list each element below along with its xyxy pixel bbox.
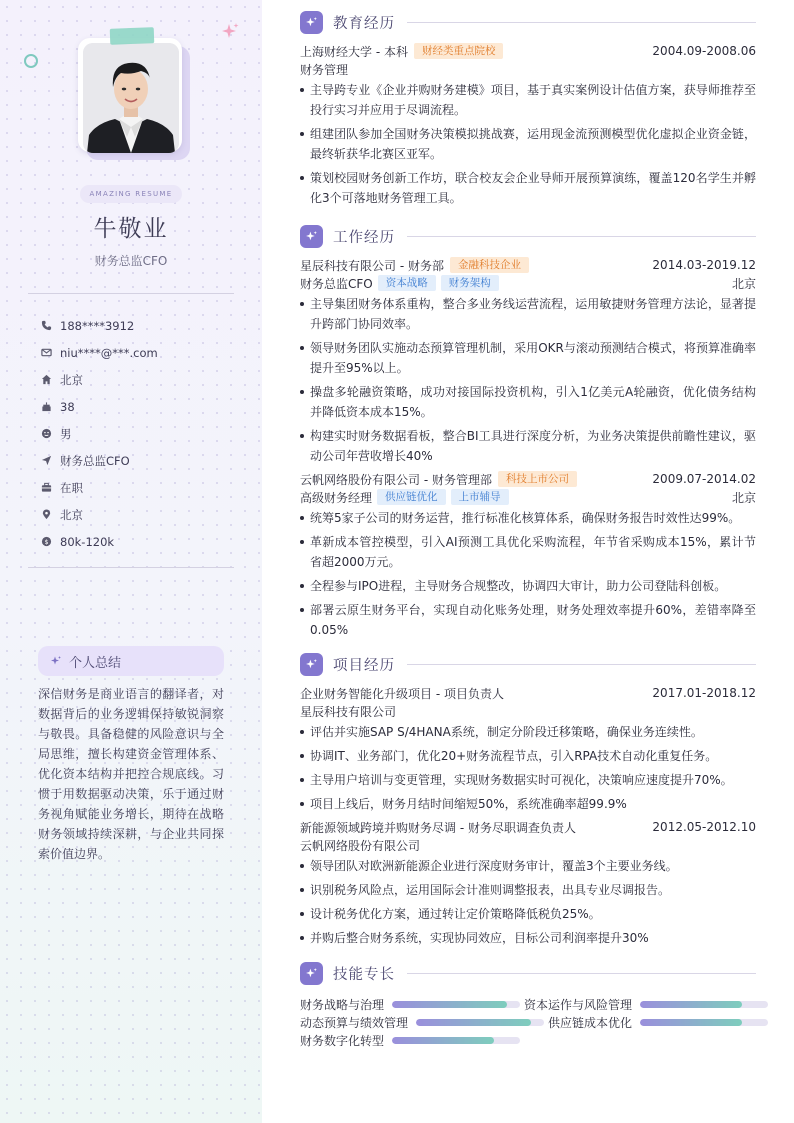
list-item: 并购后整合财务系统，实现协同效应，目标公司利润率提升30% <box>300 928 756 948</box>
education-bullets <box>300 80 756 208</box>
contact-email <box>40 339 240 366</box>
skill-item <box>300 1013 544 1031</box>
job-role: 财务总监CFO <box>300 276 373 291</box>
list-item: 评估并实施SAP S/4HANA系统，制定分阶段迁移策略，确保业务连续性。 <box>300 722 756 742</box>
role-tag: 资本战略 <box>378 275 436 291</box>
send-icon <box>40 455 52 467</box>
svg-text:$: $ <box>43 537 49 546</box>
list-item: 构建实时财务数据看板，整合BI工具进行深度分析，为业务决策提供前瞻性建议，驱动公司年营收增长40% <box>300 426 756 466</box>
skill-item <box>548 1013 768 1031</box>
major: 财务管理 <box>300 62 349 77</box>
skill-name: 资本运作与风险管理 <box>524 997 633 1012</box>
contact-list <box>40 312 240 555</box>
contact-status <box>40 474 240 501</box>
skill-name: 动态预算与绩效管理 <box>300 1015 409 1030</box>
home-icon <box>40 374 52 386</box>
list-item: 组建团队参加全国财务决策模拟挑战赛，运用现金流预测模型优化虚拟企业资金链，最终斩获华北赛区亚军。 <box>300 124 756 164</box>
role-tag: 财务架构 <box>441 275 499 291</box>
sparkle-icon <box>300 653 323 676</box>
decorative-ring <box>24 54 38 68</box>
project-name: 新能源领域跨境并购财务尽调 - 财务尽职调查负责人 <box>300 820 576 835</box>
list-item: 项目上线后，财务月结时间缩短50%，系统准确率超99.9% <box>300 794 756 814</box>
work-section <box>300 224 756 644</box>
company-tag: 科技上市公司 <box>498 471 577 487</box>
skill-item <box>300 995 520 1013</box>
contact-location <box>40 501 240 528</box>
job-bullets <box>300 508 756 640</box>
list-item: 领导财务团队实施动态预算管理机制，采用OKR与滚动预测结合模式，将预算准确率提升至95%以上。 <box>300 338 756 378</box>
project-bullets <box>300 722 756 814</box>
project-org: 星辰科技有限公司 <box>300 704 397 719</box>
summary-heading-label: 个人总结 <box>69 655 122 671</box>
skill-bar <box>640 1019 768 1026</box>
resume-badge: AMAZING RESUME <box>80 185 182 203</box>
contact-text: 北京 <box>60 372 83 387</box>
list-item: 设计税务优化方案，通过转让定价策略降低税负25%。 <box>300 904 756 924</box>
job-bullets <box>300 294 756 466</box>
sparkle-icon <box>300 11 323 34</box>
sparkle-icon <box>300 962 323 985</box>
job-title: 财务总监CFO <box>94 254 168 268</box>
skill-bar <box>392 1037 520 1044</box>
contact-text: 在职 <box>60 480 83 495</box>
job-role: 高级财务经理 <box>300 490 373 505</box>
salary-icon <box>40 536 52 548</box>
job-dates: 2014.03-2019.12 <box>652 258 756 272</box>
contact-home <box>40 366 240 393</box>
company-name: 星辰科技有限公司 - 财务部 <box>300 258 444 273</box>
contact-text: 北京 <box>60 507 83 522</box>
skill-name: 财务数字化转型 <box>300 1033 385 1048</box>
sparkle-icon <box>300 225 323 248</box>
list-item: 主导跨专业《企业并购财务建模》项目，基于真实案例设计估值方案，获导师推荐至投行实习并应用于尽调流程。 <box>300 80 756 120</box>
skill-bar <box>392 1001 520 1008</box>
contact-text: 财务总监CFO <box>60 453 130 468</box>
profile-photo-frame <box>78 38 190 160</box>
school-name: 上海财经大学 - 本科 <box>300 44 408 59</box>
person-name: 牛敬业 <box>93 216 169 242</box>
list-item: 操盘多轮融资策略，成功对接国际投资机构，引入1亿美元A轮融资，优化债务结构并降低资本成本15%。 <box>300 382 756 422</box>
mail-icon <box>40 347 52 359</box>
contact-phone <box>40 312 240 339</box>
sparkle-icon <box>50 655 62 667</box>
location-icon <box>40 509 52 521</box>
skills-section <box>300 961 756 1055</box>
projects-section <box>300 652 756 952</box>
role-tag: 上市辅导 <box>451 489 509 505</box>
contact-gender <box>40 420 240 447</box>
education-entry <box>300 42 756 60</box>
education-section <box>300 10 756 212</box>
project-name: 企业财务智能化升级项目 - 项目负责人 <box>300 686 504 701</box>
list-item: 革新成本管控模型，引入AI预测工具优化采购流程，年节省采购成本15%，累计节省超2000万元。 <box>300 532 756 572</box>
list-item: 识别税务风险点，运用国际会计准则调整报表，出具专业尽调报告。 <box>300 880 756 900</box>
skill-bar <box>640 1001 768 1008</box>
list-item: 领导团队对欧洲新能源企业进行深度财务审计，覆盖3个主要业务线。 <box>300 856 756 876</box>
cake-icon <box>40 401 52 413</box>
section-title: 项目经历 <box>333 657 395 674</box>
contact-text: 38 <box>60 399 75 414</box>
company-name: 云帆网络股份有限公司 - 财务管理部 <box>300 472 492 487</box>
job-city: 北京 <box>731 490 756 505</box>
section-title: 教育经历 <box>333 15 395 32</box>
project-bullets <box>300 856 756 948</box>
company-tag: 金融科技企业 <box>450 257 529 273</box>
sidebar <box>0 0 262 1123</box>
project-entry <box>300 818 756 948</box>
briefcase-icon <box>40 482 52 494</box>
summary-heading <box>38 646 224 676</box>
summary-text: 深信财务是商业语言的翻译者，对数据背后的业务逻辑保持敏锐洞察与敬畏。具备稳健的风险意识与全局思维，擅长构建资金管理体系、优化资本结构并把控合规底线。习惯于用数据驱动决策，乐于通过财务视角赋能业务增长，期待在战略财务领域持续深耕，与企业共同探索价值边界。 <box>38 687 224 861</box>
school-tag: 财经类重点院校 <box>414 43 504 59</box>
list-item: 策划校园财务创新工作坊，联合校友会企业导师开展预算演练，覆盖120名学生并孵化3个可落地财务管理工具。 <box>300 168 756 208</box>
contact-target-job <box>40 447 240 474</box>
list-item: 协调IT、业务部门，优化20+财务流程节点，引入RPA技术自动化重复任务。 <box>300 746 756 766</box>
list-item: 全程参与IPO进程，主导财务合规整改，协调四大审计，助力公司登陆科创板。 <box>300 576 756 596</box>
contact-age <box>40 393 240 420</box>
project-org: 云帆网络股份有限公司 <box>300 838 421 853</box>
project-dates: 2012.05-2012.10 <box>652 820 756 834</box>
skill-item <box>524 995 768 1013</box>
skill-list <box>300 995 756 1055</box>
sparkle-icon <box>220 22 240 42</box>
skill-bar <box>416 1019 544 1026</box>
list-item: 统筹5家子公司的财务运营，推行标准化核算体系，确保财务报告时效性达99%。 <box>300 508 756 528</box>
skill-name: 财务战略与治理 <box>300 997 385 1012</box>
education-dates: 2004.09-2008.06 <box>652 44 756 58</box>
gender-icon <box>40 428 52 440</box>
contact-text: 80k-120k <box>60 534 115 549</box>
profile-photo <box>83 43 179 153</box>
section-title: 技能专长 <box>333 966 395 983</box>
contact-salary <box>40 528 240 555</box>
job-dates: 2009.07-2014.02 <box>652 472 756 486</box>
phone-icon <box>40 320 52 332</box>
skill-item <box>300 1031 520 1049</box>
project-dates: 2017.01-2018.12 <box>652 686 756 700</box>
list-item: 主导集团财务体系重构，整合多业务线运营流程，运用敏捷财务管理方法论，显著提升跨部门协同效率。 <box>300 294 756 334</box>
photo-tape <box>110 27 155 45</box>
divider <box>28 293 234 294</box>
contact-text: niu****@***.com <box>60 345 158 360</box>
job-entry <box>300 470 756 640</box>
list-item: 主导用户培训与变更管理，实现财务数据实时可视化，决策响应速度提升70%。 <box>300 770 756 790</box>
role-tag: 供应链优化 <box>377 489 446 505</box>
section-title: 工作经历 <box>333 229 395 246</box>
contact-text: 男 <box>60 426 72 441</box>
skill-name: 供应链成本优化 <box>548 1015 633 1030</box>
contact-text: 188****3912 <box>60 318 135 333</box>
divider <box>28 567 234 568</box>
project-entry <box>300 684 756 814</box>
job-city: 北京 <box>731 276 756 291</box>
job-entry <box>300 256 756 466</box>
list-item: 部署云原生财务平台，实现自动化账务处理，财务处理效率提升60%，差错率降至0.05% <box>300 600 756 640</box>
